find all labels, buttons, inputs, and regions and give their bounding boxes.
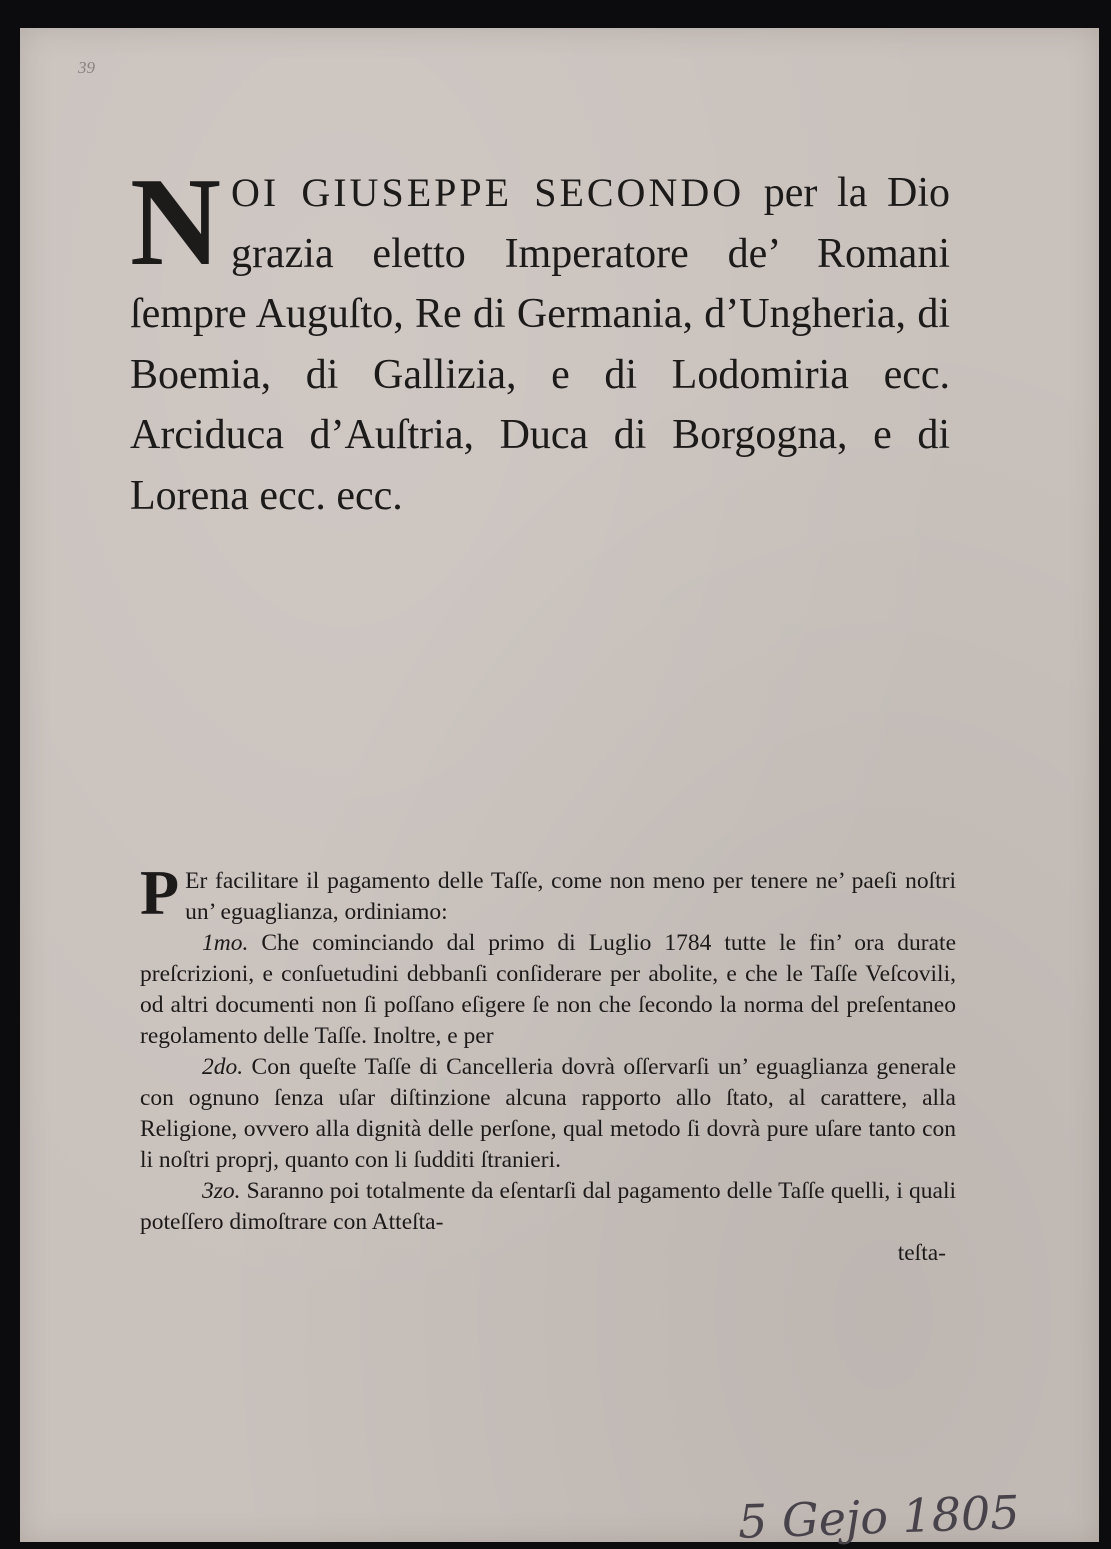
intro-text: Er facilitare il pagamento delle Taſſe, come non meno per tenere ne’ paeſi noſtri un’ eguaglianza, ordiniamo: (185, 868, 956, 925)
article-3-text: Saranno poi totalmente da eſentarſi dal pagamento delle Taſſe quelli, i quali poteſſero dimoſtrare con Atteſta- (140, 1178, 956, 1235)
article-3 (140, 1176, 956, 1238)
article-1-text: Che cominciando dal primo di Luglio 1784 tutte le fin’ ora durate preſcrizioni, e conſuetudini debbanſi conſiderare per abolite, e che le Taſſe Veſcovili, od altri documenti non ſi poſſano eſigere ſe non che ſecondo la norma del preſentaneo regolamento delle Taſſe. Inoltre, e per (140, 930, 956, 1049)
article-2-number: 2do. (202, 1054, 244, 1080)
article-2-text: Con queſte Taſſe di Cancelleria dovrà oſſervarſi un’ eguaglianza generale con ognuno ſenza uſar diſtinzione alcuna rapporto allo ſtato, al carattere, alla Religione, ovvero alla dignità delle perſone, qual metodo ſi dovrà pure uſare tanto con li noſtri proprj, quanto con li ſudditi ſtranieri. (140, 1054, 957, 1173)
decree-body (140, 857, 957, 1269)
intro-drop-cap: P (140, 857, 180, 928)
article-1 (140, 928, 956, 1052)
article-2 (140, 1052, 956, 1176)
handwritten-date-note: 5 Gejo 1805 (737, 1485, 1021, 1549)
document-page (20, 28, 1099, 1549)
heading-drop-cap: N (130, 153, 221, 292)
intro-paragraph (140, 857, 956, 928)
heading-title-text: per la Dio grazia eletto Imperatore de’ Romani ſempre Auguſto, Re di Germania, d’Ungheria, di Boemia, di Gallizia, e di Lodomiria ecc. Arciduca d’Auſtria, Duca di Borgogna, e di Lorena ecc. ecc. (130, 170, 950, 519)
article-1-number: 1mo. (202, 930, 249, 956)
catchword: teſta- (897, 1240, 946, 1266)
article-3-number: 3zo. (202, 1178, 241, 1204)
decree-heading (130, 153, 950, 526)
heading-first-line: OI GIUSEPPE SECONDO (231, 170, 745, 215)
folio-number: 39 (78, 58, 95, 77)
